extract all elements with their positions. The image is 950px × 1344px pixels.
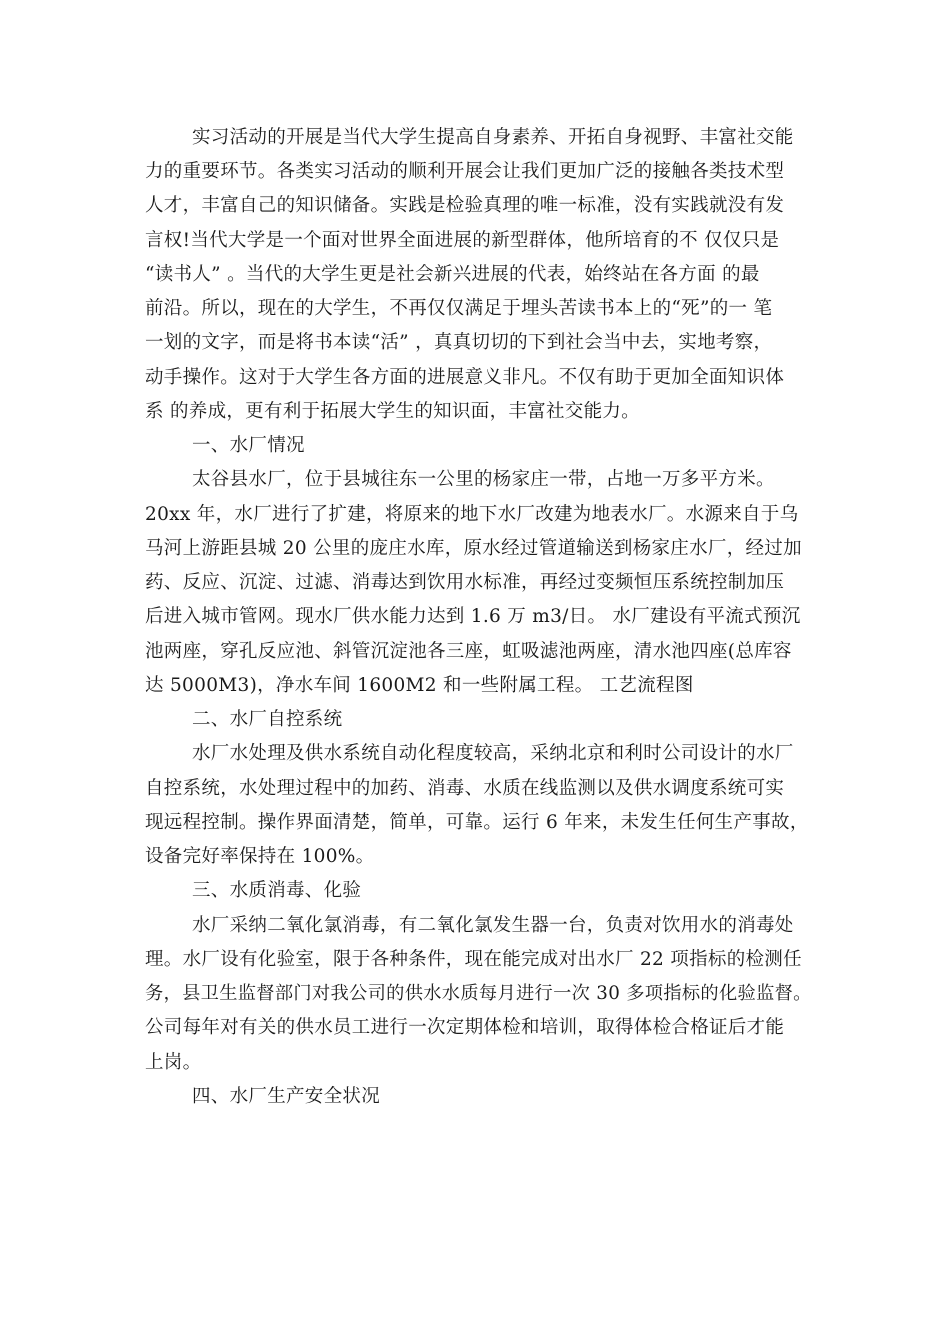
- paragraph-line: 水厂水处理及供水系统自动化程度较高，采纳北京和利时公司设计的水厂: [192, 743, 794, 764]
- paragraph-line: 自控系统，水处理过程中的加药、消毒、水质在线监测以及供水调度系统可实: [145, 778, 785, 799]
- paragraph-line: 上岗。: [145, 1052, 202, 1073]
- paragraph-line: 后进入城市管网。现水厂供水能力达到 1.6 万 m3/日。 水厂建设有平流式预沉: [145, 606, 801, 627]
- section-heading: 三、水质消毒、化验: [192, 880, 362, 901]
- section-heading: 四、水厂生产安全状况: [192, 1086, 381, 1107]
- paragraph-line: 人才，丰富自己的知识储备。实践是检验真理的唯一标准，没有实践就没有发: [145, 195, 785, 216]
- paragraph-line: 池两座，穿孔反应池、斜管沉淀池各三座，虹吸滤池两座，清水池四座(总库容: [145, 641, 792, 662]
- paragraph-line: 理。水厂设有化验室，限于各种条件，现在能完成对出水厂 22 项指标的检测任: [145, 949, 802, 970]
- paragraph-line: 达 5000M3)，净水车间 1600M2 和一些附属工程。 工艺流程图: [145, 675, 694, 696]
- paragraph-line: 水厂采纳二氧化氯消毒，有二氧化氯发生器一台，负责对饮用水的消毒处: [192, 915, 794, 936]
- paragraph-line: 公司每年对有关的供水员工进行一次定期体检和培训，取得体检合格证后才能: [145, 1017, 785, 1038]
- paragraph-line: 马河上游距县城 20 公里的庞庄水库，原水经过管道输送到杨家庄水厂，经过加: [145, 538, 802, 559]
- paragraph-line: 设备完好率保持在 100%。: [145, 846, 375, 867]
- paragraph-line: 20xx 年，水厂进行了扩建，将原来的地下水厂改建为地表水厂。水源来自于乌: [145, 504, 799, 525]
- paragraph-line: 系 的养成，更有利于拓展大学生的知识面，丰富社交能力。: [145, 401, 640, 422]
- paragraph-line: 务，县卫生监督部门对我公司的供水水质每月进行一次 30 多项指标的化验监督。: [145, 983, 812, 1004]
- paragraph-line: 前沿。所以，现在的大学生，不再仅仅满足于埋头苦读书本上的“死”的一 笔: [145, 298, 773, 319]
- section-heading: 二、水厂自控系统: [192, 709, 343, 730]
- paragraph-line: 太谷县水厂，位于县城往东一公里的杨家庄一带，占地一万多平方米。: [192, 469, 775, 490]
- paragraph-line: 动手操作。这对于大学生各方面的进展意义非凡。不仅有助于更加全面知识体: [145, 367, 785, 388]
- paragraph-line: 言权!当代大学是一个面对世界全面进展的新型群体，他所培育的不 仅仅只是: [145, 230, 780, 251]
- paragraph-line: “读书人” 。当代的大学生更是社会新兴进展的代表，始终站在各方面 的最: [145, 264, 760, 285]
- paragraph-line: 实习活动的开展是当代大学生提高自身素养、开拓自身视野、丰富社交能: [192, 127, 794, 148]
- paragraph-line: 一划的文字，而是将书本读“活” ，真真切切的下到社会当中去，实地考察，: [145, 332, 773, 353]
- paragraph-line: 力的重要环节。各类实习活动的顺利开展会让我们更加广泛的接触各类技术型: [145, 161, 785, 182]
- paragraph-line: 现远程控制。操作界面清楚，简单，可靠。运行 6 年来，未发生任何生产事故，: [145, 812, 809, 833]
- paragraph-line: 药、反应、沉淀、过滤、消毒达到饮用水标准，再经过变频恒压系统控制加压: [145, 572, 785, 593]
- section-heading: 一、水厂情况: [192, 435, 305, 456]
